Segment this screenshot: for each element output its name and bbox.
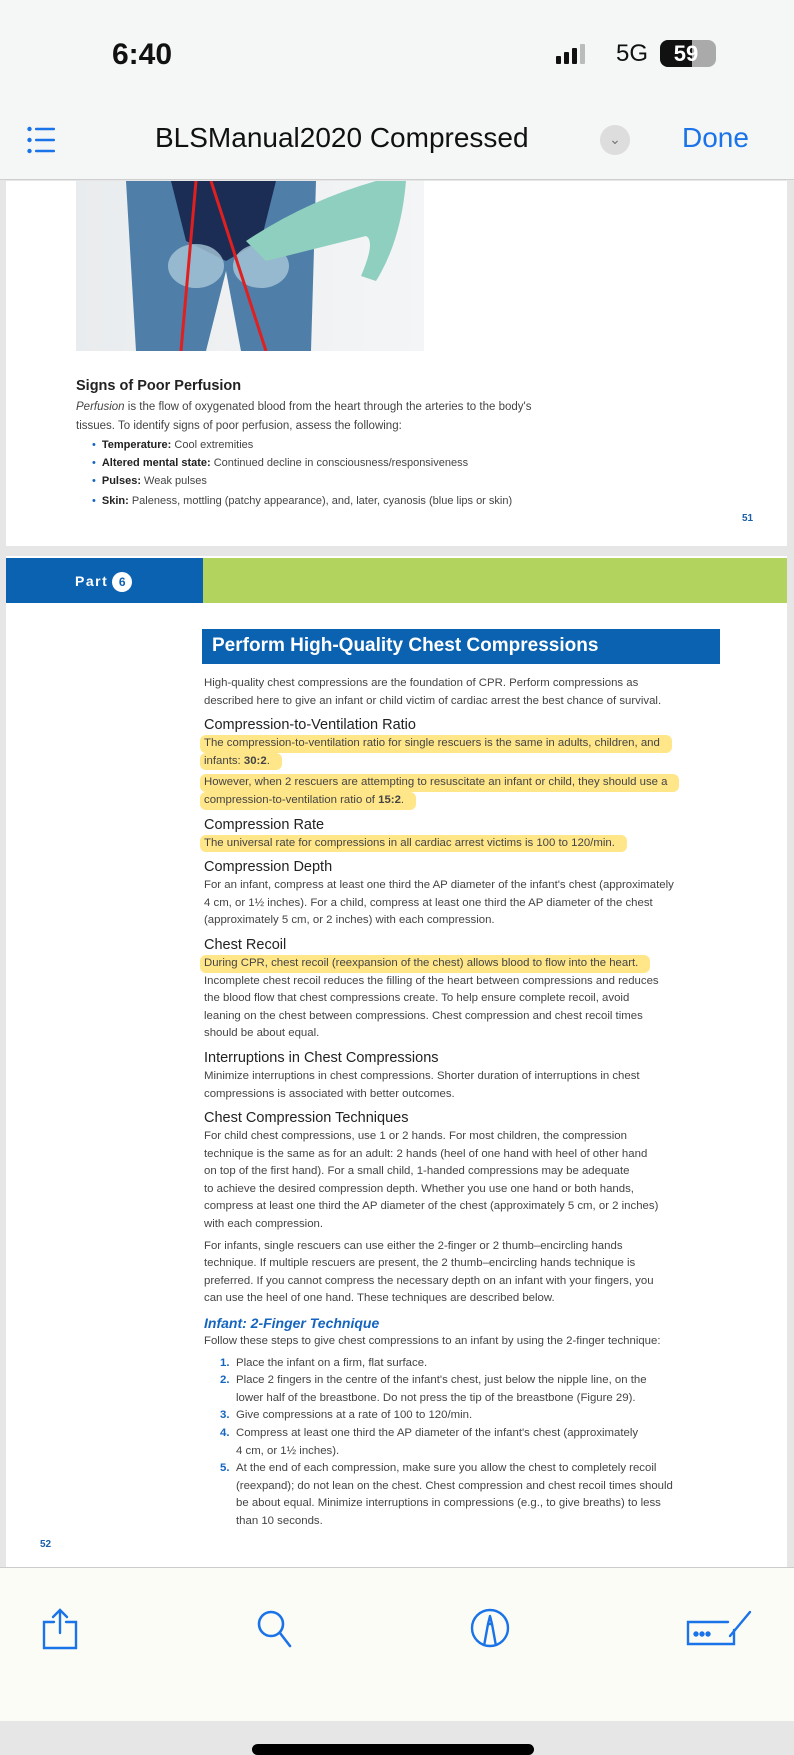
header-band	[203, 558, 787, 603]
text-line: described here to give an infant or child victim of cardiac arrest the best chance of survival.	[204, 694, 662, 707]
text-line: High-quality chest compressions are the foundation of CPR. Perform compressions as	[204, 677, 639, 689]
text-line: 4 cm, or 1½ inches). For a child, compress at least one third the AP diameter of the chest	[204, 896, 653, 909]
text-line: to achieve the desired compression depth. Whether you use one hand or both hands,	[204, 1182, 634, 1195]
text-line: At the end of each compression, make sure you allow the chest to completely recoil	[236, 1462, 657, 1475]
text-line: During CPR, chest recoil (reexpansion of the chest) allows blood to flow into the heart.	[200, 955, 650, 973]
list-text	[236, 1355, 427, 1373]
status-time: 6:40	[112, 38, 173, 71]
document-title[interactable]: BLSManual2020 Compressed	[155, 122, 529, 153]
intro-line: is the flow of oxygenated blood from the heart through the arteries to the body's	[124, 401, 532, 413]
part-number: 6	[112, 572, 132, 592]
subsection-heading: Infant: 2-Finger Technique	[204, 1315, 380, 1332]
paragraph	[204, 675, 734, 710]
pdf-page-51	[6, 181, 787, 546]
battery-icon	[660, 40, 716, 67]
list-item	[220, 1355, 734, 1373]
bottom-toolbar	[0, 1567, 794, 1721]
text-line: Incomplete chest recoil reduces the filling of the heart between compressions and reduces	[204, 974, 659, 987]
list-text	[236, 1407, 472, 1425]
chevron-down-icon[interactable]: ⌄	[600, 125, 630, 155]
share-icon[interactable]	[38, 1606, 82, 1650]
bullet-text: Weak pulses	[141, 475, 207, 487]
intro-line: tissues. To identify signs of poor perfusion, assess the following:	[76, 420, 402, 432]
list-item	[220, 1425, 734, 1460]
text-line: The compression-to-ventilation ratio for single rescuers is the same in adults, children, and	[200, 735, 672, 753]
list-number: 5.	[220, 1462, 230, 1475]
text-line: leaning on the chest between compressions. Chest compression and chest recoil times	[204, 1009, 643, 1022]
intro-text	[76, 398, 531, 436]
text-line: 4 cm, or 1½ inches).	[236, 1444, 340, 1457]
text-line: on top of the first hand). For a small child, 1-handed compressions may be adequate	[204, 1165, 630, 1178]
subsection-heading: Interruptions in Chest Compressions	[204, 1049, 439, 1066]
paragraph	[204, 955, 734, 1043]
part-band	[6, 558, 203, 603]
network-type: 5G	[616, 40, 649, 67]
text-line: compression-to-ventilation ratio of 15:2.	[200, 792, 416, 810]
status-bar	[0, 0, 794, 100]
subsection-heading: Chest Recoil	[204, 936, 287, 953]
text-line: Give compressions at a rate of 100 to 120/min.	[236, 1409, 473, 1422]
part-label: Part	[75, 573, 109, 589]
text-line: For an infant, compress at least one third the AP diameter of the infant's chest (approximately	[204, 879, 674, 892]
subsection-heading: Compression Rate	[204, 816, 325, 833]
bullet-item	[92, 439, 253, 451]
subsection-heading: Compression Depth	[204, 859, 333, 876]
paragraph	[204, 1238, 734, 1308]
text-line: compress at least one third the AP diameter of the chest (approximately 5 cm, or 2 inches)	[204, 1200, 659, 1213]
text-line: technique is the same as for an adult: 2 hands (heel of one hand with heel of other hand	[204, 1147, 648, 1160]
list-number: 2.	[220, 1374, 230, 1387]
text-line: (approximately 5 cm, or 2 inches) with each compression.	[204, 914, 495, 927]
text-line: than 10 seconds.	[236, 1514, 323, 1527]
cellular-signal-icon	[556, 44, 585, 64]
page-number: 51	[742, 513, 754, 524]
list-item	[220, 1372, 734, 1407]
search-icon[interactable]	[252, 1606, 296, 1650]
text-line: Minimize interruptions in chest compressions. Shorter duration of interruptions in chest	[204, 1069, 640, 1082]
paragraph	[204, 835, 734, 853]
text-line: technique. If multiple rescuers are present, the 2 thumb–encircling hands technique is	[204, 1257, 636, 1270]
text-line: can use the heel of one hand. These techniques are described below.	[204, 1292, 555, 1305]
text-line: should be about equal.	[204, 1027, 320, 1040]
list-number: 3.	[220, 1409, 230, 1422]
text-line: Place the infant on a firm, flat surface.	[236, 1356, 428, 1369]
list-text	[236, 1425, 638, 1460]
pdf-page-52	[6, 556, 787, 1567]
subsection-heading: Chest Compression Techniques	[204, 1110, 409, 1127]
paragraph	[204, 1128, 734, 1234]
text-line: For infants, single rescuers can use either the 2-finger or 2 thumb–encircling hands	[204, 1239, 623, 1252]
list-item	[220, 1460, 734, 1530]
bullet-text: Continued decline in consciousness/responsiveness	[210, 457, 469, 469]
section-heading: Signs of Poor Perfusion	[76, 378, 242, 394]
numbered-list	[204, 1355, 734, 1531]
bullet-label: Skin:	[101, 495, 129, 507]
paragraph	[204, 1068, 734, 1103]
bullet-label: Temperature:	[101, 439, 172, 451]
text-line: (reexpand); do not lean on the chest. Chest compression and chest recoil times should	[236, 1479, 673, 1492]
text-line: Place 2 fingers in the centre of the infant's chest, just below the nipple line, on the	[236, 1374, 647, 1387]
page-content	[204, 675, 734, 1531]
text-line: be about equal. Minimize interruptions in compressions (e.g., to give breaths) to less	[236, 1497, 661, 1510]
bullet-item	[92, 475, 207, 487]
markup-icon[interactable]	[468, 1606, 512, 1650]
outline-list-icon[interactable]	[27, 125, 55, 155]
bullet-text: Paleness, mottling (patchy appearance), and, later, cyanosis (blue lips or skin)	[128, 495, 513, 507]
list-text	[236, 1372, 647, 1407]
list-number: 4.	[220, 1427, 230, 1439]
text-line: However, when 2 rescuers are attempting to resuscitate an infant or child, they should use a	[200, 774, 679, 792]
text-line: lower half of the breastbone. Do not press the tip of the breastbone (Figure 29).	[236, 1391, 636, 1404]
paragraph	[204, 1333, 734, 1351]
intro-em: Perfusion	[76, 401, 125, 413]
signature-icon[interactable]	[684, 1606, 754, 1650]
done-button[interactable]: Done	[682, 122, 749, 153]
text-line: with each compression.	[204, 1218, 324, 1231]
paragraph	[204, 735, 734, 770]
list-number: 1.	[220, 1356, 230, 1369]
text-line: For child chest compressions, use 1 or 2 hands. For most children, the compression	[204, 1130, 627, 1143]
bullet-label: Pulses:	[101, 475, 141, 487]
paragraph	[204, 774, 734, 809]
text-line: infants: 30:2.	[200, 753, 282, 771]
text-line: The universal rate for compressions in all cardiac arrest victims is 100 to 120/min.	[200, 835, 627, 853]
bullet-item	[92, 457, 468, 469]
text-line: Follow these steps to give chest compressions to an infant by using the 2-finger technique:	[204, 1335, 661, 1348]
nav-bar	[0, 100, 794, 180]
list-item	[220, 1407, 734, 1425]
battery-level: 59	[673, 41, 699, 66]
text-line: the blood flow that chest compressions create. To help ensure complete recoil, avoid	[204, 992, 630, 1005]
text-line: preferred. If you cannot compress the necessary depth on an infant with your fingers, you	[204, 1274, 654, 1287]
bullet-text: Cool extremities	[171, 439, 254, 451]
bullet-item	[92, 495, 512, 507]
text-line: Compress at least one third the AP diameter of the infant's chest (approximately	[236, 1427, 639, 1439]
paragraph	[204, 877, 734, 930]
home-indicator[interactable]	[252, 1744, 534, 1755]
anatomy-figure	[76, 181, 424, 351]
page-number: 52	[40, 1539, 52, 1550]
bullet-label: Altered mental state:	[101, 457, 211, 469]
subsection-heading: Compression-to-Ventilation Ratio	[204, 717, 416, 734]
page-title: Perform High-Quality Chest Compressions	[202, 629, 720, 664]
list-text	[236, 1460, 673, 1530]
text-line: compressions is associated with better outcomes.	[204, 1087, 455, 1100]
